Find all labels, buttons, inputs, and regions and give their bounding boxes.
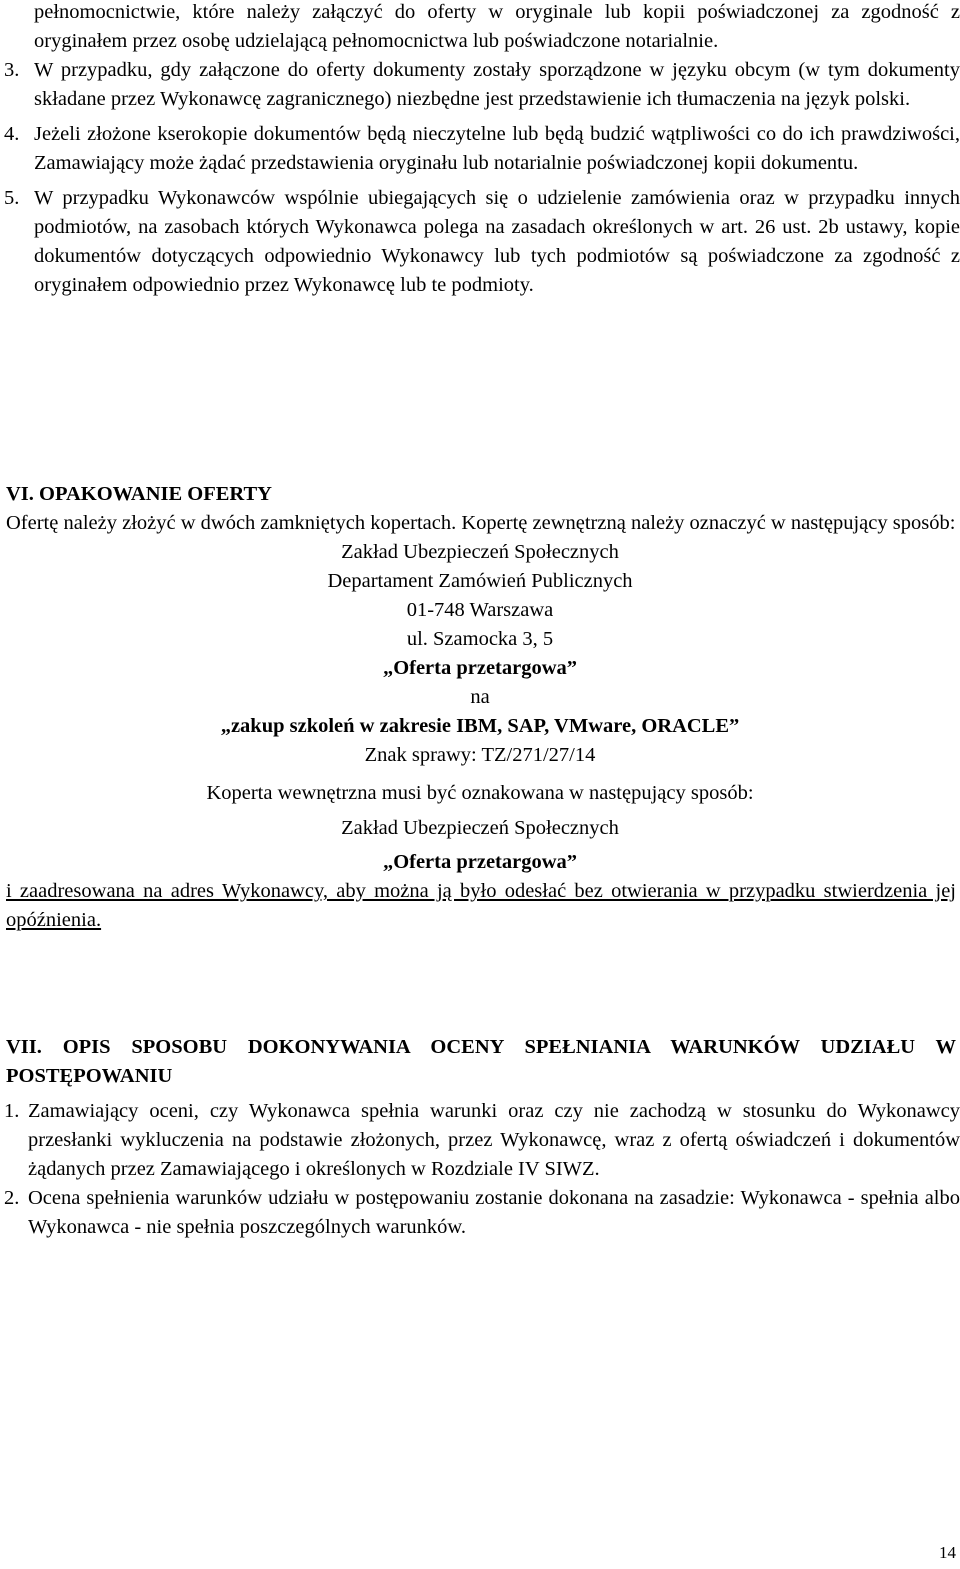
continuation-paragraph: pełnomocnictwie, które należy załączyć do oferty w oryginale lub kopii poświadczonej za zgodność z oryginałem przez osobę udzielającą pełnomocnictwa lub poświadczone notarialnie. xyxy=(34,1,960,52)
address-note: i zaadresowana na adres Wykonawcy, aby można ją było odesłać bez otwierania w przypadku stwierdzenia jej opóźnienia. xyxy=(6,880,956,931)
section-heading: VII. OPIS SPOSOBU DOKONYWANIA OCENY SPEŁNIANIA WARUNKÓW UDZIAŁU W POSTĘPOWANIU xyxy=(6,1036,956,1087)
inner-envelope-label xyxy=(0,814,960,877)
section-intro: Ofertę należy złożyć w dwóch zamkniętych kopertach. Kopertę zewnętrzną należy oznaczyć w następujący sposób: xyxy=(6,512,956,534)
offer-subject: „zakup szkoleń w zakresie IBM, SAP, VMware, ORACLE” xyxy=(220,715,740,737)
list-item-number: 2. xyxy=(4,1187,20,1209)
list-item-number: 5. xyxy=(4,187,20,209)
envelope-line: ul. Szamocka 3, 5 xyxy=(406,628,554,650)
list-item xyxy=(0,184,960,300)
envelope-line: 01-748 Warszawa xyxy=(406,599,554,621)
list-item xyxy=(0,120,960,178)
envelope-line: Departament Zamówień Publicznych xyxy=(327,570,633,592)
list-item xyxy=(0,1184,960,1242)
list-item xyxy=(0,56,960,114)
offer-label: „Oferta przetargowa” xyxy=(382,851,578,873)
case-number: Znak sprawy: TZ/271/27/14 xyxy=(364,744,596,766)
list-item-number: 4. xyxy=(4,123,20,145)
inner-envelope-intro: Koperta wewnętrzna musi być oznakowana w następujący sposób: xyxy=(206,782,754,804)
list-item-number: 3. xyxy=(4,59,20,81)
section-vi xyxy=(0,480,960,935)
list-item-text: W przypadku, gdy załączone do oferty dokumenty zostały sporządzone w języku obcym (w tym dokumenty składane przez Wykonawcę zagranicznego) niezbędne jest przedstawienie ich tłumaczenia na język polski. xyxy=(34,59,960,110)
outer-envelope-label xyxy=(0,538,960,770)
envelope-line: Zakład Ubezpieczeń Społecznych xyxy=(341,541,619,563)
section-heading: VI. OPAKOWANIE OFERTY xyxy=(6,483,272,505)
envelope-line: na xyxy=(470,686,490,708)
list-item-text: Zamawiający oceni, czy Wykonawca spełnia warunki oraz czy nie zachodzą w stosunku do Wykonawcy przesłanki wykluczenia na podstawie złożonych, przez Wykonawcę, wraz z ofertą oświadczeń i dokumentów żądanych przez Zamawiającego i określonych w Rozdziale IV SIWZ. xyxy=(28,1100,960,1180)
list-item xyxy=(0,1097,960,1184)
page-number: 14 xyxy=(939,1543,956,1562)
section-vii xyxy=(0,1033,960,1242)
section-v-tail xyxy=(0,0,960,300)
list-item-text: Ocena spełnienia warunków udziału w postępowaniu zostanie dokonana na zasadzie: Wykonawca - spełnia albo Wykonawca - nie spełnia poszczególnych warunków. xyxy=(28,1187,960,1238)
list-item-text: W przypadku Wykonawców wspólnie ubiegających się o udzielenie zamówienia oraz w przypadku innych podmiotów, na zasobach których Wykonawca polega na zasadach określonych w art. 26 ust. 2b ustawy, kopie dokumentów dotyczących odpowiednio Wykonawcy lub tych podmiotów są poświadczone za zgodność z oryginałem odpowiednio przez Wykonawcę lub te podmioty. xyxy=(34,187,960,296)
list-item-number: 1. xyxy=(4,1100,20,1122)
offer-label: „Oferta przetargowa” xyxy=(382,657,578,679)
envelope-line: Zakład Ubezpieczeń Społecznych xyxy=(341,817,619,839)
list-item-text: Jeżeli złożone kserokopie dokumentów będą nieczytelne lub będą budzić wątpliwości co do ich prawdziwości, Zamawiający może żądać przedstawienia oryginału lub notarialnie poświadczonej kopii dokumentu. xyxy=(34,123,960,174)
